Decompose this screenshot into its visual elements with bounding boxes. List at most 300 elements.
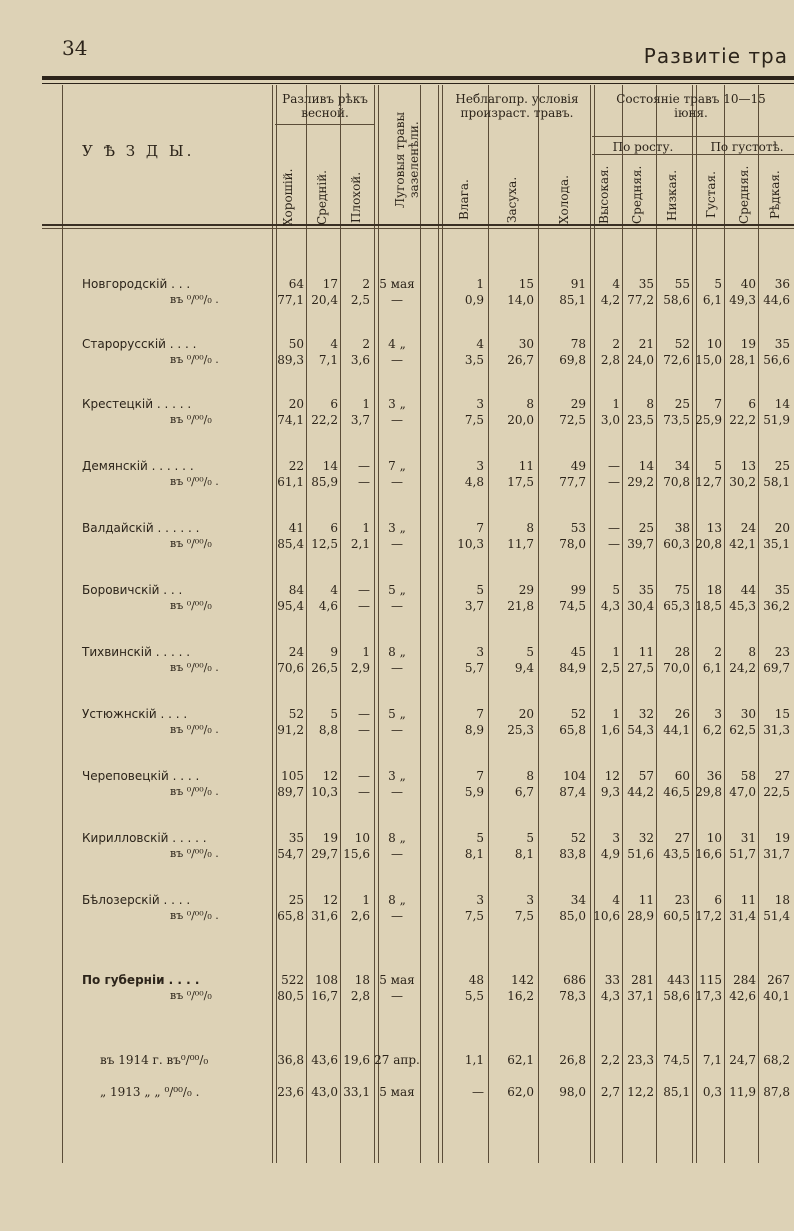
percent-cell: — <box>358 599 370 613</box>
percent-cell: 7,1 <box>318 353 338 367</box>
count-cell: 75 <box>674 583 690 597</box>
count-cell: 52 <box>570 707 586 721</box>
history-percent-cell: 12,2 <box>627 1085 654 1099</box>
percent-cell: 22,2 <box>311 413 338 427</box>
count-cell: 25 <box>774 459 790 473</box>
count-cell: 50 <box>288 337 304 351</box>
running-title: Развитіе тра <box>643 44 788 68</box>
percent-cell: 85,0 <box>559 909 586 923</box>
count-cell: 25 <box>674 397 690 411</box>
greening-date: 8 „ <box>388 893 406 907</box>
percent-cell: 44,1 <box>663 723 690 737</box>
percent-cell: 16,2 <box>507 989 534 1003</box>
history-percent-cell: 74,5 <box>663 1053 690 1067</box>
count-cell: 27 <box>674 831 690 845</box>
density-col-thick: Густая. <box>704 171 718 219</box>
count-cell: 35 <box>288 831 304 845</box>
count-cell: 10 <box>706 337 722 351</box>
percent-unit-label: въ ⁰/⁰⁰/₀ <box>170 537 212 550</box>
count-cell: 3 <box>476 397 484 411</box>
count-cell: 29 <box>518 583 534 597</box>
count-cell: — <box>358 707 370 721</box>
column-divider <box>538 85 539 1163</box>
count-cell: 99 <box>570 583 586 597</box>
percent-cell: — <box>391 537 403 551</box>
header-bottom-rule <box>42 224 794 226</box>
history-percent-cell: 33,1 <box>343 1085 370 1099</box>
count-cell: 64 <box>288 277 304 291</box>
percent-cell: 18,5 <box>695 599 722 613</box>
count-cell: 38 <box>674 521 690 535</box>
district-name: Демянскій . . . . . . <box>82 459 194 473</box>
percent-cell: 29,7 <box>311 847 338 861</box>
count-cell: 23 <box>774 645 790 659</box>
percent-cell: — <box>391 413 403 427</box>
percent-cell: 95,4 <box>277 599 304 613</box>
history-date: 5 мая <box>379 1085 415 1099</box>
percent-cell: 14,0 <box>507 293 534 307</box>
count-cell: 29 <box>570 397 586 411</box>
count-cell: 53 <box>570 521 586 535</box>
count-cell: 1 <box>362 521 370 535</box>
percent-cell: 4,8 <box>464 475 484 489</box>
percent-cell: 20,4 <box>311 293 338 307</box>
count-cell: 3 <box>476 459 484 473</box>
percent-cell: 15,6 <box>343 847 370 861</box>
history-percent-cell: 26,8 <box>559 1053 586 1067</box>
percent-cell: 43,5 <box>663 847 690 861</box>
flood-col-good: Хорошій. <box>281 168 295 227</box>
percent-cell: — <box>391 293 403 307</box>
count-cell: 1 <box>612 645 620 659</box>
count-cell: 4 <box>330 583 338 597</box>
conditions-col-drought: Засуха. <box>505 176 519 224</box>
percent-cell: — <box>358 475 370 489</box>
percent-cell: 85,9 <box>311 475 338 489</box>
count-cell: 443 <box>667 973 690 987</box>
percent-cell: 28,9 <box>627 909 654 923</box>
percent-cell: 62,5 <box>729 723 756 737</box>
count-cell: 20 <box>518 707 534 721</box>
district-name: Боровичскій . . . <box>82 583 183 597</box>
count-cell: 4 <box>330 337 338 351</box>
percent-cell: 78,3 <box>559 989 586 1003</box>
count-cell: 8 <box>526 397 534 411</box>
count-cell: — <box>608 521 620 535</box>
header-bottom-rule <box>42 228 794 229</box>
percent-cell: 17,2 <box>695 909 722 923</box>
percent-cell: 44,6 <box>763 293 790 307</box>
count-cell: 105 <box>281 769 304 783</box>
percent-cell: 8,1 <box>464 847 484 861</box>
percent-cell: 44,2 <box>627 785 654 799</box>
history-percent-cell: 23,3 <box>627 1053 654 1067</box>
count-cell: 15 <box>774 707 790 721</box>
count-cell: 14 <box>322 459 338 473</box>
count-cell: 267 <box>767 973 790 987</box>
percent-cell: 54,7 <box>277 847 304 861</box>
growth-col-medium: Средняя. <box>630 165 644 225</box>
percent-cell: 31,7 <box>763 847 790 861</box>
count-cell: 32 <box>638 831 654 845</box>
percent-cell: 78,0 <box>559 537 586 551</box>
count-cell: 20 <box>774 521 790 535</box>
percent-cell: 61,1 <box>277 475 304 489</box>
count-cell: 10 <box>706 831 722 845</box>
count-cell: 44 <box>740 583 756 597</box>
history-percent-cell: 36,8 <box>277 1053 304 1067</box>
count-cell: 24 <box>740 521 756 535</box>
count-cell: 5 <box>476 583 484 597</box>
percent-cell: 6,2 <box>702 723 722 737</box>
count-cell: 9 <box>330 645 338 659</box>
count-cell: 5 <box>476 831 484 845</box>
count-cell: 19 <box>322 831 338 845</box>
percent-cell: 21,8 <box>507 599 534 613</box>
percent-cell: 65,8 <box>559 723 586 737</box>
count-cell: 17 <box>322 277 338 291</box>
history-row-label: въ 1914 г. въ⁰/⁰⁰/₀ <box>100 1053 209 1067</box>
percent-cell: 6,1 <box>702 293 722 307</box>
district-column-header: У Ѣ З Д Ы. <box>82 142 195 160</box>
history-percent-cell: 2,7 <box>600 1085 620 1099</box>
count-cell: 21 <box>638 337 654 351</box>
percent-cell: — <box>391 989 403 1003</box>
count-cell: 1 <box>362 645 370 659</box>
percent-cell: 51,9 <box>763 413 790 427</box>
percent-cell: 5,5 <box>464 989 484 1003</box>
percent-cell: 5,9 <box>464 785 484 799</box>
percent-cell: 16,6 <box>695 847 722 861</box>
count-cell: 52 <box>288 707 304 721</box>
count-cell: 11 <box>740 893 756 907</box>
count-cell: 3 <box>476 645 484 659</box>
count-cell: 52 <box>674 337 690 351</box>
count-cell: 28 <box>674 645 690 659</box>
count-cell: 2 <box>362 337 370 351</box>
column-divider <box>488 85 489 1163</box>
percent-cell: 45,3 <box>729 599 756 613</box>
percent-cell: 10,6 <box>593 909 620 923</box>
count-cell: 6 <box>330 521 338 535</box>
percent-cell: 1,6 <box>600 723 620 737</box>
percent-cell: — <box>358 723 370 737</box>
count-cell: 6 <box>330 397 338 411</box>
count-cell: 23 <box>674 893 690 907</box>
percent-cell: 69,7 <box>763 661 790 675</box>
percent-unit-label: въ ⁰/⁰⁰/₀ . <box>170 723 219 736</box>
percent-cell: 29,8 <box>695 785 722 799</box>
district-name: Валдайскій . . . . . . <box>82 521 200 535</box>
percent-cell: 3,7 <box>350 413 370 427</box>
count-cell: 34 <box>674 459 690 473</box>
history-percent-cell: 87,8 <box>763 1085 790 1099</box>
percent-cell: 12,5 <box>311 537 338 551</box>
count-cell: — <box>358 459 370 473</box>
percent-cell: 17,3 <box>695 989 722 1003</box>
count-cell: 1 <box>476 277 484 291</box>
percent-cell: 84,9 <box>559 661 586 675</box>
count-cell: 27 <box>774 769 790 783</box>
count-cell: 12 <box>604 769 620 783</box>
count-cell: 6 <box>748 397 756 411</box>
percent-cell: 11,7 <box>507 537 534 551</box>
percent-cell: — <box>391 785 403 799</box>
count-cell: 104 <box>563 769 586 783</box>
count-cell: 20 <box>288 397 304 411</box>
count-cell: 40 <box>740 277 756 291</box>
top-rule-thick <box>42 76 794 80</box>
percent-cell: 5,7 <box>464 661 484 675</box>
history-percent-cell: 7,1 <box>702 1053 722 1067</box>
count-cell: 11 <box>638 645 654 659</box>
percent-cell: 8,1 <box>514 847 534 861</box>
count-cell: 13 <box>706 521 722 535</box>
top-rule-thin <box>42 83 794 84</box>
percent-unit-label: въ ⁰/⁰⁰/₀ <box>170 989 212 1002</box>
history-percent-cell: 19,6 <box>343 1053 370 1067</box>
growth-header: По росту. <box>612 140 674 154</box>
count-cell: — <box>608 459 620 473</box>
percent-cell: 4,3 <box>600 989 620 1003</box>
district-name: Кирилловскій . . . . . <box>82 831 207 845</box>
percent-cell: 36,2 <box>763 599 790 613</box>
history-percent-cell: 11,9 <box>729 1085 756 1099</box>
percent-cell: 10,3 <box>457 537 484 551</box>
count-cell: 49 <box>570 459 586 473</box>
greening-date: 5 „ <box>388 707 406 721</box>
percent-cell: 2,5 <box>600 661 620 675</box>
percent-cell: — <box>391 353 403 367</box>
percent-cell: 77,2 <box>627 293 654 307</box>
percent-cell: 6,1 <box>702 661 722 675</box>
percent-cell: 2,8 <box>350 989 370 1003</box>
history-date: 27 апр. <box>374 1053 420 1067</box>
count-cell: 11 <box>518 459 534 473</box>
percent-cell: 10,3 <box>311 785 338 799</box>
history-percent-cell: 2,2 <box>600 1053 620 1067</box>
count-cell: 686 <box>563 973 586 987</box>
count-cell: 6 <box>714 893 722 907</box>
percent-cell: 65,8 <box>277 909 304 923</box>
percent-cell: — <box>391 847 403 861</box>
percent-cell: 26,7 <box>507 353 534 367</box>
percent-cell: 9,3 <box>600 785 620 799</box>
percent-unit-label: въ ⁰/⁰⁰/₀ <box>170 599 212 612</box>
count-cell: 3 <box>476 893 484 907</box>
percent-cell: 7,5 <box>464 413 484 427</box>
district-name: Устюжнскій . . . . <box>82 707 188 721</box>
count-cell: 142 <box>511 973 534 987</box>
percent-cell: 58,6 <box>663 293 690 307</box>
count-cell: 7 <box>476 521 484 535</box>
greening-date: 5 „ <box>388 583 406 597</box>
percent-cell: 16,7 <box>311 989 338 1003</box>
count-cell: 52 <box>570 831 586 845</box>
count-cell: 1 <box>362 893 370 907</box>
count-cell: 7 <box>714 397 722 411</box>
count-cell: 18 <box>354 973 370 987</box>
percent-cell: 60,3 <box>663 537 690 551</box>
count-cell: — <box>358 583 370 597</box>
count-cell: 14 <box>774 397 790 411</box>
percent-cell: 2,5 <box>350 293 370 307</box>
greening-date: 5 мая <box>379 973 415 987</box>
percent-cell: 91,2 <box>277 723 304 737</box>
count-cell: 12 <box>322 769 338 783</box>
percent-unit-label: въ ⁰/⁰⁰/₀ . <box>170 847 219 860</box>
greening-date: 3 „ <box>388 397 406 411</box>
count-cell: 36 <box>774 277 790 291</box>
percent-cell: 54,3 <box>627 723 654 737</box>
count-cell: 57 <box>638 769 654 783</box>
count-cell: 18 <box>706 583 722 597</box>
percent-cell: — <box>391 661 403 675</box>
growth-col-high: Высокая. <box>597 165 611 225</box>
percent-cell: 80,5 <box>277 989 304 1003</box>
percent-cell: 25,3 <box>507 723 534 737</box>
greening-date: 3 „ <box>388 769 406 783</box>
percent-cell: 77,7 <box>559 475 586 489</box>
percent-cell: 4,2 <box>600 293 620 307</box>
percent-cell: 27,5 <box>627 661 654 675</box>
percent-cell: 72,5 <box>559 413 586 427</box>
count-cell: 281 <box>631 973 654 987</box>
percent-cell: 23,5 <box>627 413 654 427</box>
count-cell: 7 <box>476 707 484 721</box>
percent-cell: 3,5 <box>464 353 484 367</box>
percent-cell: — <box>608 537 620 551</box>
percent-cell: 22,5 <box>763 785 790 799</box>
percent-cell: 46,5 <box>663 785 690 799</box>
count-cell: 5 <box>714 277 722 291</box>
percent-cell: 40,1 <box>763 989 790 1003</box>
count-cell: 2 <box>362 277 370 291</box>
count-cell: 35 <box>774 337 790 351</box>
count-cell: 4 <box>612 893 620 907</box>
greening-date: 5 мая <box>379 277 415 291</box>
history-percent-cell: 85,1 <box>663 1085 690 1099</box>
percent-unit-label: въ ⁰/⁰⁰/₀ . <box>170 293 219 306</box>
count-cell: 5 <box>330 707 338 721</box>
percent-cell: 4,9 <box>600 847 620 861</box>
percent-cell: 12,7 <box>695 475 722 489</box>
count-cell: 2 <box>612 337 620 351</box>
percent-cell: 20,0 <box>507 413 534 427</box>
count-cell: 30 <box>740 707 756 721</box>
percent-cell: — <box>391 475 403 489</box>
count-cell: 1 <box>612 397 620 411</box>
percent-cell: 24,2 <box>729 661 756 675</box>
greening-date: 8 „ <box>388 645 406 659</box>
percent-cell: 2,6 <box>350 909 370 923</box>
history-percent-cell: 98,0 <box>559 1085 586 1099</box>
percent-cell: — <box>358 785 370 799</box>
count-cell: 8 <box>526 521 534 535</box>
history-percent-cell: 68,2 <box>763 1053 790 1067</box>
count-cell: 108 <box>315 973 338 987</box>
conditions-col-moisture: Влага. <box>457 179 471 221</box>
district-name: Череповецкій . . . . <box>82 769 200 783</box>
column-divider <box>438 85 443 1163</box>
count-cell: 15 <box>518 277 534 291</box>
count-cell: 19 <box>740 337 756 351</box>
density-col-medium: Средняя. <box>737 165 751 225</box>
percent-cell: 3,0 <box>600 413 620 427</box>
percent-cell: 4,6 <box>318 599 338 613</box>
density-header: По густотѣ. <box>710 140 784 154</box>
percent-cell: 74,5 <box>559 599 586 613</box>
count-cell: 33 <box>604 973 620 987</box>
flood-col-poor: Плохой. <box>349 171 363 224</box>
count-cell: 4 <box>476 337 484 351</box>
percent-unit-label: въ ⁰/⁰⁰/₀ . <box>170 909 219 922</box>
count-cell: 58 <box>740 769 756 783</box>
percent-cell: — <box>391 599 403 613</box>
count-cell: 5 <box>526 645 534 659</box>
count-cell: 31 <box>740 831 756 845</box>
percent-cell: 60,5 <box>663 909 690 923</box>
flood-col-medium: Средній. <box>315 170 329 226</box>
percent-cell: 29,2 <box>627 475 654 489</box>
count-cell: 45 <box>570 645 586 659</box>
count-cell: 41 <box>288 521 304 535</box>
count-cell: 5 <box>714 459 722 473</box>
percent-cell: 73,5 <box>663 413 690 427</box>
history-percent-cell: — <box>472 1085 484 1099</box>
conditions-header: Неблагопр. условія произраст. травъ. <box>455 92 579 120</box>
percent-cell: 30,4 <box>627 599 654 613</box>
percent-cell: 56,6 <box>763 353 790 367</box>
greening-date: 7 „ <box>388 459 406 473</box>
district-name: По губерніи . . . . <box>82 973 200 987</box>
state-header: Состояніе травъ 10—15 іюня. <box>616 92 766 120</box>
percent-cell: 4,3 <box>600 599 620 613</box>
percent-cell: 70,6 <box>277 661 304 675</box>
percent-cell: 74,1 <box>277 413 304 427</box>
percent-cell: 31,3 <box>763 723 790 737</box>
percent-cell: 70,0 <box>663 661 690 675</box>
percent-cell: 42,1 <box>729 537 756 551</box>
percent-cell: 72,6 <box>663 353 690 367</box>
count-cell: 25 <box>638 521 654 535</box>
history-percent-cell: 23,6 <box>277 1085 304 1099</box>
percent-cell: 49,3 <box>729 293 756 307</box>
percent-cell: 35,1 <box>763 537 790 551</box>
history-percent-cell: 43,6 <box>311 1053 338 1067</box>
percent-cell: 58,1 <box>763 475 790 489</box>
percent-unit-label: въ ⁰/⁰⁰/₀ . <box>170 353 219 366</box>
percent-cell: 83,8 <box>559 847 586 861</box>
percent-cell: 25,9 <box>695 413 722 427</box>
count-cell: 34 <box>570 893 586 907</box>
count-cell: 3 <box>612 831 620 845</box>
history-percent-cell: 24,7 <box>729 1053 756 1067</box>
percent-cell: 51,7 <box>729 847 756 861</box>
percent-cell: 2,8 <box>600 353 620 367</box>
count-cell: 32 <box>638 707 654 721</box>
district-name: Новгородскій . . . <box>82 277 191 291</box>
count-cell: 25 <box>288 893 304 907</box>
count-cell: 5 <box>526 831 534 845</box>
percent-cell: 39,7 <box>627 537 654 551</box>
percent-cell: 51,6 <box>627 847 654 861</box>
page-number: 34 <box>62 36 88 60</box>
history-percent-cell: 62,0 <box>507 1085 534 1099</box>
percent-cell: 22,2 <box>729 413 756 427</box>
district-name: Тихвинскій . . . . . <box>82 645 191 659</box>
count-cell: 36 <box>706 769 722 783</box>
